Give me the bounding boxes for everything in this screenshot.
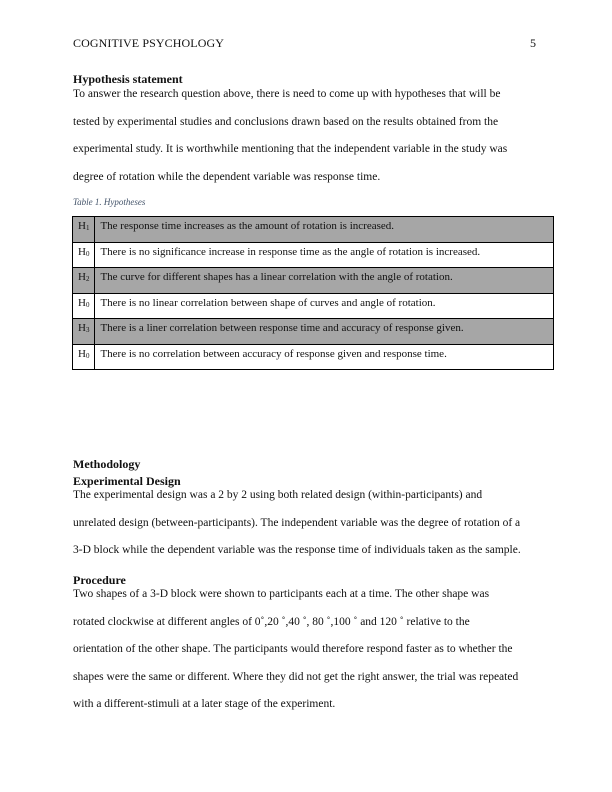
- table-row: [73, 268, 554, 294]
- page-number: 5: [530, 36, 536, 50]
- design-line: The experimental design was a 2 by 2 using both related design (within-participants) and: [73, 489, 483, 501]
- hypothesis-label: [73, 293, 95, 319]
- procedure-line: Two shapes of a 3-D block were shown to participants each at a time. The other shape was: [73, 588, 490, 600]
- experimental-design-heading: Experimental Design: [73, 474, 181, 488]
- hypothesis-label: [73, 242, 95, 268]
- table-row: [73, 344, 554, 370]
- hypothesis-label-letter: H: [78, 322, 86, 334]
- hypothesis-text: There is no linear correlation between shape of curves and angle of rotation.: [95, 293, 554, 319]
- procedure-line: rotated clockwise at different angles of 0˚,20 ˚,40 ˚, 80 ˚,100 ˚ and 120 ˚ relative to the: [73, 615, 470, 628]
- hypothesis-label-letter: H: [78, 296, 86, 309]
- hypothesis-label-subscript: 3: [85, 326, 90, 334]
- procedure-paragraph: [73, 581, 553, 719]
- hypothesis-text: There is no significance increase in response time as the angle of rotation is increased.: [95, 242, 554, 268]
- hypothesis-heading: Hypothesis statement: [73, 72, 183, 86]
- hypothesis-label-letter: H: [78, 220, 86, 232]
- hypothesis-label: [73, 268, 95, 294]
- design-paragraph: [73, 482, 553, 565]
- design-line: 3-D block while the dependent variable was the response time of individuals taken as the sample.: [73, 544, 521, 556]
- hypothesis-label: [73, 217, 95, 243]
- hypothesis-label: [73, 319, 95, 345]
- table-row: [73, 293, 554, 319]
- hypothesis-line: tested by experimental studies and conclusions drawn based on the results obtained from the: [73, 115, 499, 128]
- hypothesis-text: There is no correlation between accuracy of response given and response time.: [95, 344, 554, 370]
- hypothesis-label-letter: H: [78, 347, 86, 360]
- hypothesis-text: There is a liner correlation between response time and accuracy of response given.: [95, 319, 554, 345]
- methodology-heading: Methodology: [73, 457, 141, 471]
- procedure-heading: Procedure: [73, 573, 126, 587]
- table-row: [73, 319, 554, 345]
- hypothesis-label-subscript: 0: [85, 249, 90, 258]
- hypothesis-text: The curve for different shapes has a linear correlation with the angle of rotation.: [95, 268, 554, 294]
- procedure-line: orientation of the other shape. The participants would therefore respond faster as to whether the: [73, 643, 513, 655]
- hypotheses-table: [72, 216, 554, 370]
- running-head: COGNITIVE PSYCHOLOGY: [73, 36, 224, 50]
- design-line: unrelated design (between-participants). The independent variable was the degree of rotation of a: [73, 516, 521, 529]
- hypothesis-text: The response time increases as the amount of rotation is increased.: [95, 217, 554, 243]
- hypothesis-label-letter: H: [78, 245, 86, 258]
- hypothesis-label-subscript: 1: [85, 224, 90, 232]
- hypothesis-line: experimental study. It is worthwhile mentioning that the independent variable in the study was: [73, 143, 508, 155]
- table-row: [73, 242, 554, 268]
- table-caption: Table 1. Hypotheses: [73, 197, 146, 207]
- hypothesis-label-subscript: 0: [85, 300, 90, 309]
- hypothesis-label: [73, 344, 95, 370]
- hypothesis-label-subscript: 2: [85, 275, 90, 283]
- hypothesis-paragraph: [73, 81, 553, 191]
- procedure-line: with a different-stimuli at a later stage of the experiment.: [73, 698, 336, 710]
- table-row: [73, 217, 554, 243]
- hypothesis-label-subscript: 0: [85, 351, 90, 360]
- hypothesis-line: To answer the research question above, there is need to come up with hypotheses that will be: [73, 88, 501, 100]
- hypothesis-label-letter: H: [78, 271, 86, 283]
- hypothesis-line: degree of rotation while the dependent variable was response time.: [73, 170, 381, 183]
- procedure-line: shapes were the same or different. Where they did not get the right answer, the trial was repeated: [73, 670, 519, 683]
